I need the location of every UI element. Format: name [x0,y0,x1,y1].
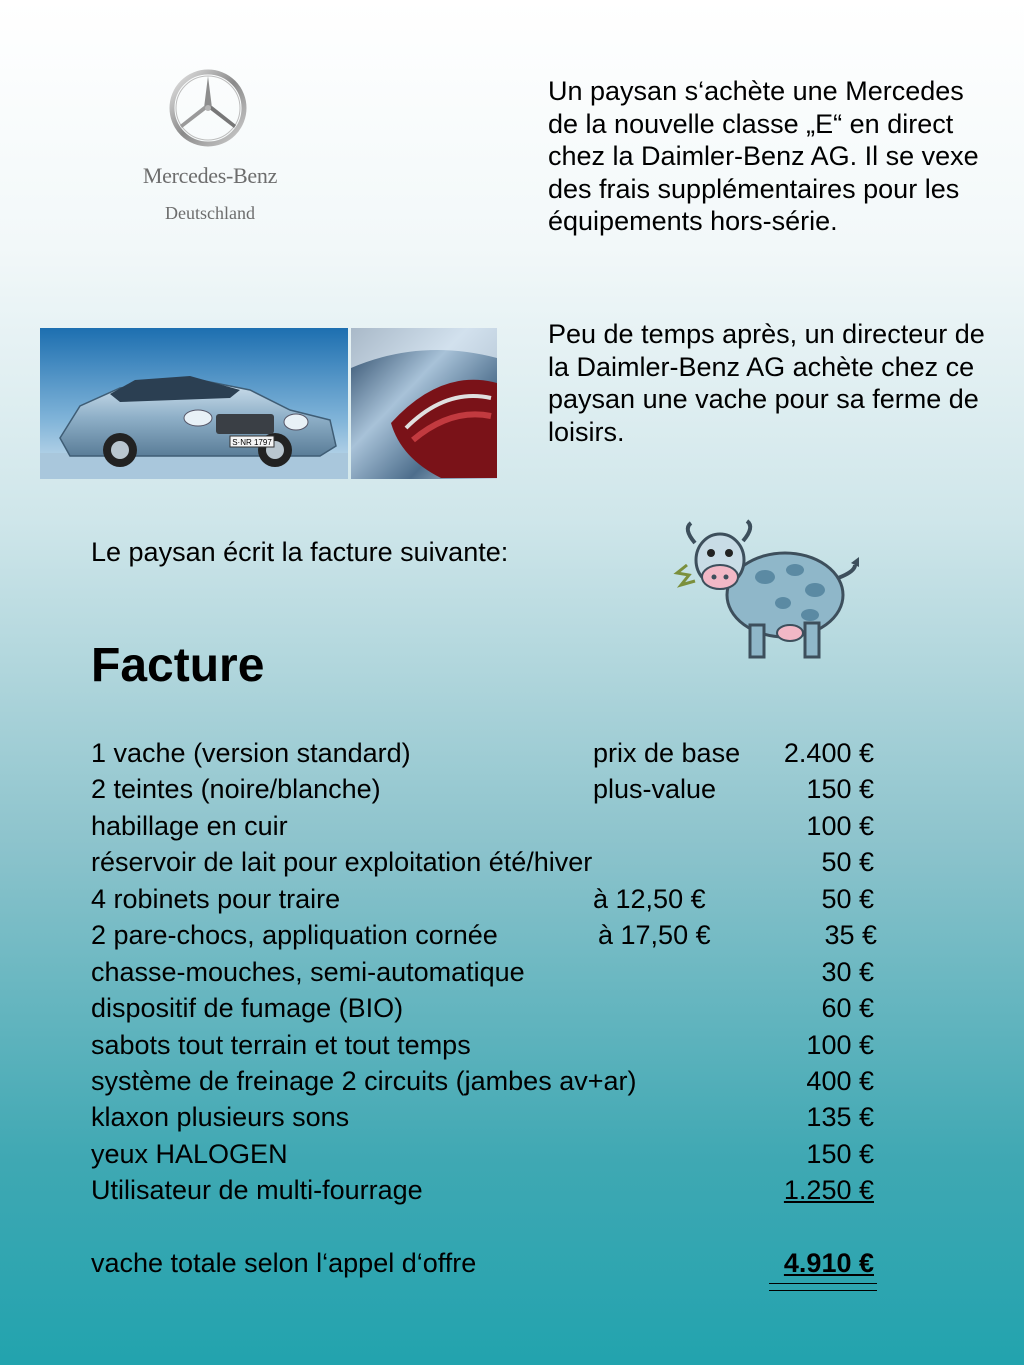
row-description: réservoir de lait pour exploitation été/hiver [91,847,593,877]
row-note: prix de base [593,738,741,768]
row-description: 2 pare-chocs, appliquation cornée [91,920,498,950]
row-amount: 2.400 € [783,738,874,768]
row-description: système de freinage 2 circuits (jambes av+ar) [91,1066,637,1096]
invoice-row [91,954,877,990]
row-note: plus-value [593,774,717,804]
tail-light-photo [351,328,497,479]
intro-paragraph-2: Peu de temps après, un directeur de la Daimler-Benz AG achète chez ce paysan une vache pour sa ferme de loisirs. [548,319,985,447]
brand-name: Mercedes-Benz [142,163,278,188]
invoice-row [91,1136,877,1172]
row-amount: 150 € [806,774,874,804]
invoice-row [91,808,877,844]
invoice-row [91,1063,877,1099]
row-description: habillage en cuir [91,811,288,841]
invoice-total-row [91,1245,877,1281]
invoice-row [91,990,877,1026]
row-description: chasse-mouches, semi-automatique [91,957,525,987]
intro-paragraph-1: Un paysan s‘achète une Mercedes de la nouvelle classe „E“ en direct chez la Daimler-Benz AG. Il se vexe des frais supplémentaires pour les équipements hors-série. [548,76,979,237]
invoice-row [91,1172,877,1208]
row-description: 1 vache (version standard) [91,738,411,768]
invoice-row [91,881,877,917]
row-note: à 12,50 € [593,884,706,914]
row-description: yeux HALOGEN [91,1139,288,1169]
row-amount: 1.250 € [783,1175,874,1205]
cow-illustration [665,515,875,670]
row-note: à 17,50 € [598,920,711,950]
total-amount: 4.910 € [783,1248,874,1278]
row-amount: 100 € [806,1030,874,1060]
row-amount: 50 € [821,847,874,877]
total-label: vache totale selon l‘appel d‘offre [91,1248,477,1278]
row-description: 4 robinets pour traire [91,884,341,914]
invoice-row [91,771,877,807]
invoice-title: Facture [91,639,265,692]
row-amount: 150 € [806,1139,874,1169]
invoice-row [91,1099,877,1135]
invoice-row [91,735,877,771]
row-amount: 50 € [821,884,874,914]
row-description: 2 teintes (noire/blanche) [91,774,381,804]
invoice-row [91,1027,877,1063]
row-description: dispositif de fumage (BIO) [91,993,404,1023]
invoice-intro: Le paysan écrit la facture suivante: [91,537,509,567]
total-double-underline [769,1283,877,1291]
row-amount: 100 € [806,811,874,841]
row-amount: 60 € [821,993,874,1023]
row-description: Utilisateur de multi-fourrage [91,1175,423,1205]
invoice-row [91,844,877,880]
row-amount: 30 € [821,957,874,987]
row-amount: 400 € [806,1066,874,1096]
invoice-row [91,917,877,953]
row-amount: 35 € [824,920,877,950]
car-photo [40,328,348,479]
brand-subtitle: Deutschland [165,203,255,223]
row-description: klaxon plusieurs sons [91,1102,350,1132]
row-amount: 135 € [806,1102,874,1132]
row-description: sabots tout terrain et tout temps [91,1030,471,1060]
license-plate: S·NR 1797 [232,438,272,447]
